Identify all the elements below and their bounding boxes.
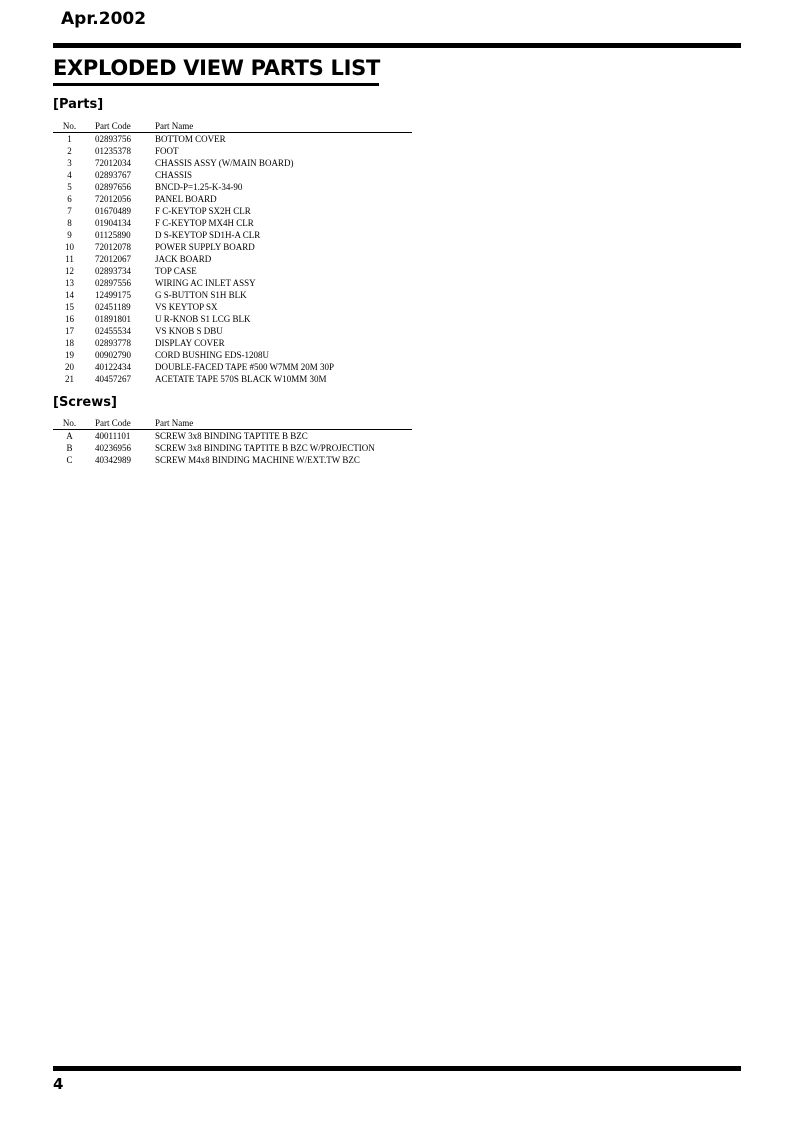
part-name: U R-KNOB S1 LCG BLK [155, 314, 251, 324]
parts-table-header [53, 120, 412, 133]
row-number: B [66, 443, 73, 453]
part-name: DISPLAY COVER [155, 338, 225, 348]
part-name: CHASSIS ASSY (W/MAIN BOARD) [155, 158, 294, 168]
screws-table [53, 417, 412, 466]
part-name: JACK BOARD [155, 254, 212, 264]
row-number: 8 [67, 218, 72, 228]
page-number: 4 [53, 1075, 64, 1093]
part-name: CORD BUSHING EDS-1208U [155, 350, 270, 360]
table-row [53, 229, 412, 241]
row-number: 1 [67, 134, 72, 144]
part-name: ACETATE TAPE 570S BLACK W10MM 30M [155, 374, 327, 384]
header-rule [53, 43, 741, 48]
screws-table-header [53, 417, 412, 430]
part-code: 12499175 [95, 290, 131, 300]
part-name: G S-BUTTON S1H BLK [155, 290, 247, 300]
row-number: 17 [65, 326, 74, 336]
table-row [53, 217, 412, 229]
part-code: 02893734 [95, 266, 131, 276]
part-code: 01125890 [95, 230, 131, 240]
table-row [53, 193, 412, 205]
part-name: SCREW 3x8 BINDING TAPTITE B BZC W/PROJECTION [155, 443, 375, 453]
table-row [53, 430, 412, 442]
part-code: 40457267 [95, 374, 131, 384]
part-code: 02451189 [95, 302, 131, 312]
part-code: 72012067 [95, 254, 131, 264]
row-number: 15 [65, 302, 74, 312]
part-code: 02455534 [95, 326, 131, 336]
table-row [53, 349, 412, 361]
table-row [53, 169, 412, 181]
row-number: 2 [67, 146, 72, 156]
title-underline [53, 83, 379, 86]
table-row [53, 277, 412, 289]
part-name: DOUBLE-FACED TAPE #500 W7MM 20M 30P [155, 362, 335, 372]
row-number: 7 [67, 206, 72, 216]
part-code: 40122434 [95, 362, 131, 372]
column-header-no: No. [62, 121, 77, 131]
table-row [53, 373, 412, 385]
part-name: F C-KEYTOP MX4H CLR [155, 218, 254, 228]
part-name: CHASSIS [155, 170, 193, 180]
part-name: SCREW 3x8 BINDING TAPTITE B BZC [155, 431, 308, 441]
table-row [53, 361, 412, 373]
row-number: 14 [65, 290, 74, 300]
table-row [53, 337, 412, 349]
column-header-part-code: Part Code [95, 121, 131, 131]
part-code: 02893756 [95, 134, 131, 144]
table-row [53, 133, 412, 145]
row-number: 12 [65, 266, 74, 276]
table-row [53, 157, 412, 169]
table-row [53, 181, 412, 193]
parts-table-body [53, 133, 412, 385]
column-header-part-name: Part Name [155, 121, 194, 131]
part-name: VS KNOB S DBU [155, 326, 223, 336]
part-name: WIRING AC INLET ASSY [155, 278, 256, 288]
column-header-no: No. [62, 418, 77, 428]
part-code: 40236956 [95, 443, 131, 453]
table-row [53, 241, 412, 253]
part-name: FOOT [155, 146, 179, 156]
table-row [53, 313, 412, 325]
row-number: 9 [67, 230, 72, 240]
screws-heading: [Screws] [53, 395, 117, 410]
part-code: 02893767 [95, 170, 131, 180]
part-code: 01670489 [95, 206, 131, 216]
table-row [53, 145, 412, 157]
table-row [53, 289, 412, 301]
column-header-part-code: Part Code [95, 418, 131, 428]
document-date: Apr.2002 [61, 9, 147, 29]
page-title: EXPLODED VIEW PARTS LIST [53, 56, 380, 80]
row-number: 3 [67, 158, 72, 168]
part-name: POWER SUPPLY BOARD [155, 242, 255, 252]
row-number: 16 [65, 314, 74, 324]
row-number: 18 [65, 338, 74, 348]
table-row [53, 265, 412, 277]
part-code: 02897556 [95, 278, 131, 288]
part-code: 01904134 [95, 218, 131, 228]
part-name: BNCD-P=1.25-K-34-90 [155, 182, 243, 192]
part-code: 72012078 [95, 242, 131, 252]
row-number: 4 [67, 170, 72, 180]
table-row [53, 325, 412, 337]
row-number: 21 [65, 374, 74, 384]
footer-rule [53, 1066, 741, 1071]
table-row [53, 454, 412, 466]
row-number: 5 [67, 182, 72, 192]
part-code: 01235378 [95, 146, 131, 156]
screws-table-body [53, 430, 412, 466]
part-name: PANEL BOARD [155, 194, 217, 204]
part-name: F C-KEYTOP SX2H CLR [155, 206, 251, 216]
table-row [53, 301, 412, 313]
parts-table [53, 120, 412, 385]
table-row [53, 442, 412, 454]
column-header-part-name: Part Name [155, 418, 194, 428]
part-code: 72012056 [95, 194, 131, 204]
row-number: 11 [65, 254, 74, 264]
part-code: 40011101 [95, 431, 131, 441]
table-row [53, 253, 412, 265]
row-number: 10 [65, 242, 74, 252]
part-code: 01891801 [95, 314, 131, 324]
part-name: D S-KEYTOP SD1H-A CLR [155, 230, 261, 240]
part-name: SCREW M4x8 BINDING MACHINE W/EXT.TW BZC [155, 455, 360, 465]
part-code: 00902790 [95, 350, 131, 360]
row-number: 20 [65, 362, 74, 372]
part-code: 72012034 [95, 158, 131, 168]
row-number: C [66, 455, 73, 465]
row-number: 19 [65, 350, 74, 360]
part-code: 40342989 [95, 455, 131, 465]
part-name: TOP CASE [155, 266, 197, 276]
part-code: 02897656 [95, 182, 131, 192]
row-number: A [66, 431, 73, 441]
table-row [53, 205, 412, 217]
parts-heading: [Parts] [53, 97, 104, 112]
part-name: VS KEYTOP SX [155, 302, 218, 312]
row-number: 13 [65, 278, 74, 288]
part-name: BOTTOM COVER [155, 134, 226, 144]
part-code: 02893778 [95, 338, 131, 348]
row-number: 6 [67, 194, 72, 204]
